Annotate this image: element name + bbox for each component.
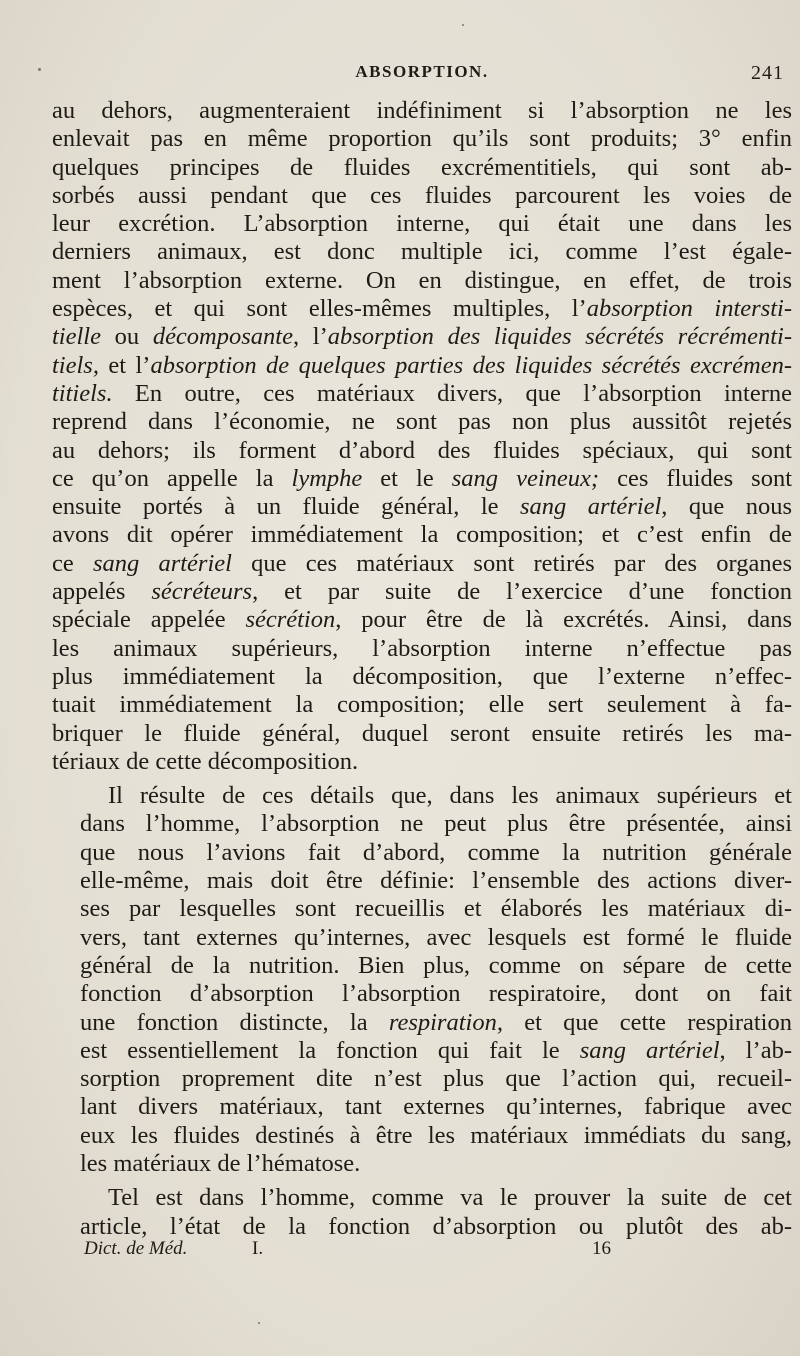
text-line: leur excrétion. L’absorption interne, qui était une dans les: [52, 210, 792, 238]
signature-number: 16: [592, 1238, 611, 1259]
text-line: appelés sécréteurs, et par suite de l’exercice d’une fonction: [52, 578, 793, 606]
paragraph-1: [52, 97, 792, 776]
text-line: briquer le fluide général, duquel seront ensuite retirés les ma-: [52, 719, 792, 747]
text-line: derniers animaux, est donc multiple ici, comme l’est égale-: [52, 238, 792, 266]
paper-speck: [462, 24, 464, 26]
text-line: dans l’homme, l’absorption ne peut plus être présentée, ainsi: [80, 810, 792, 838]
volume-number: I.: [252, 1238, 264, 1259]
text-line: que nous l’avions fait d’abord, comme la nutrition générale: [80, 838, 792, 866]
running-title: ABSORPTION.: [355, 62, 489, 81]
page-footer: [84, 1238, 784, 1268]
text-line: fonction d’absorption l’absorption respiratoire, dont on fait: [80, 980, 792, 1008]
text-line: elle-même, mais doit être définie: l’ensemble des actions diver-: [80, 867, 792, 895]
text-line: au dehors, augmenteraient indéfiniment si l’absorption ne les: [52, 97, 792, 124]
text-line: eux les fluides destinés à être les matériaux immédiats du sang,: [80, 1121, 792, 1149]
paragraph-2: [52, 782, 792, 1178]
text-line: ensuite portés à un fluide général, le sang artériel, que nous: [52, 493, 792, 521]
paragraph-3: [52, 1184, 792, 1241]
text-line: avons dit opérer immédiatement la composition; et c’est enfin de: [52, 521, 792, 549]
text-line: reprend dans l’économie, ne sont pas non plus aussitôt rejetés: [52, 408, 792, 436]
text-line: général de la nutrition. Bien plus, comme on sépare de cette: [80, 951, 792, 979]
page-number: 241: [751, 62, 784, 84]
page-header: [52, 62, 792, 92]
paper-speck: [38, 68, 41, 71]
text-line: est essentiellement la fonction qui fait le sang artériel, l’ab-: [80, 1036, 792, 1064]
paper-speck: [258, 1322, 260, 1324]
text-line: quelques principes de fluides excrémentitiels, qui sont ab-: [52, 153, 792, 181]
text-line: sorption proprement dite n’est plus que l’action qui, recueil-: [80, 1065, 792, 1093]
text-line: espèces, et qui sont elles-mêmes multiples, l’absorption intersti-: [52, 295, 792, 323]
text-line: une fonction distincte, la respiration, et que cette respiration: [80, 1008, 792, 1036]
text-line: sorbés aussi pendant que ces fluides parcourent les voies de: [52, 181, 792, 209]
text-line: tuait immédiatement la composition; elle sert seulement à fa-: [52, 691, 792, 719]
text-line: au dehors; ils forment d’abord des fluides spéciaux, qui sont: [52, 436, 792, 464]
text-line: Tel est dans l’homme, comme va le prouver la suite de cet: [108, 1184, 792, 1212]
text-line: ce sang artériel que ces matériaux sont retirés par des organes: [52, 549, 792, 577]
text-line: tielle ou décomposante, l’absorption des liquides sécrétés récrémenti-: [52, 323, 793, 351]
text-line: titiels. En outre, ces matériaux divers, que l’absorption interne: [52, 379, 792, 407]
text-line: lant divers matériaux, tant externes qu’internes, fabrique avec: [80, 1093, 792, 1121]
text-line: enlevait pas en même proportion qu’ils sont produits; 3° enfin: [52, 125, 792, 153]
text-line: Il résulte de ces détails que, dans les animaux supérieurs et: [108, 782, 792, 810]
text-line: ses par lesquelles sont recueillis et élaborés les matériaux di-: [80, 895, 792, 923]
signature-title: Dict. de Méd.: [84, 1238, 188, 1259]
text-line: les matériaux de l’hématose.: [80, 1149, 361, 1177]
text-line: ce qu’on appelle la lymphe et le sang veineux; ces fluides sont: [52, 464, 793, 492]
text-line: plus immédiatement la décomposition, que l’externe n’effec-: [52, 662, 792, 690]
body-text: [52, 97, 792, 1241]
text-line: les animaux supérieurs, l’absorption interne n’effectue pas: [52, 634, 792, 662]
text-line: ment l’absorption externe. On en distingue, en effet, de trois: [52, 266, 792, 294]
text-line: tériaux de cette décomposition.: [52, 747, 359, 775]
text-line: tiels, et l’absorption de quelques parties des liquides sécrétés excrémen-: [52, 351, 792, 379]
text-line: spéciale appelée sécrétion, pour être de là excrétés. Ainsi, dans: [52, 606, 793, 634]
text-line: article, l’état de la fonction d’absorption ou plutôt des ab-: [80, 1212, 792, 1240]
text-line: vers, tant externes qu’internes, avec lesquels est formé le fluide: [80, 923, 792, 951]
